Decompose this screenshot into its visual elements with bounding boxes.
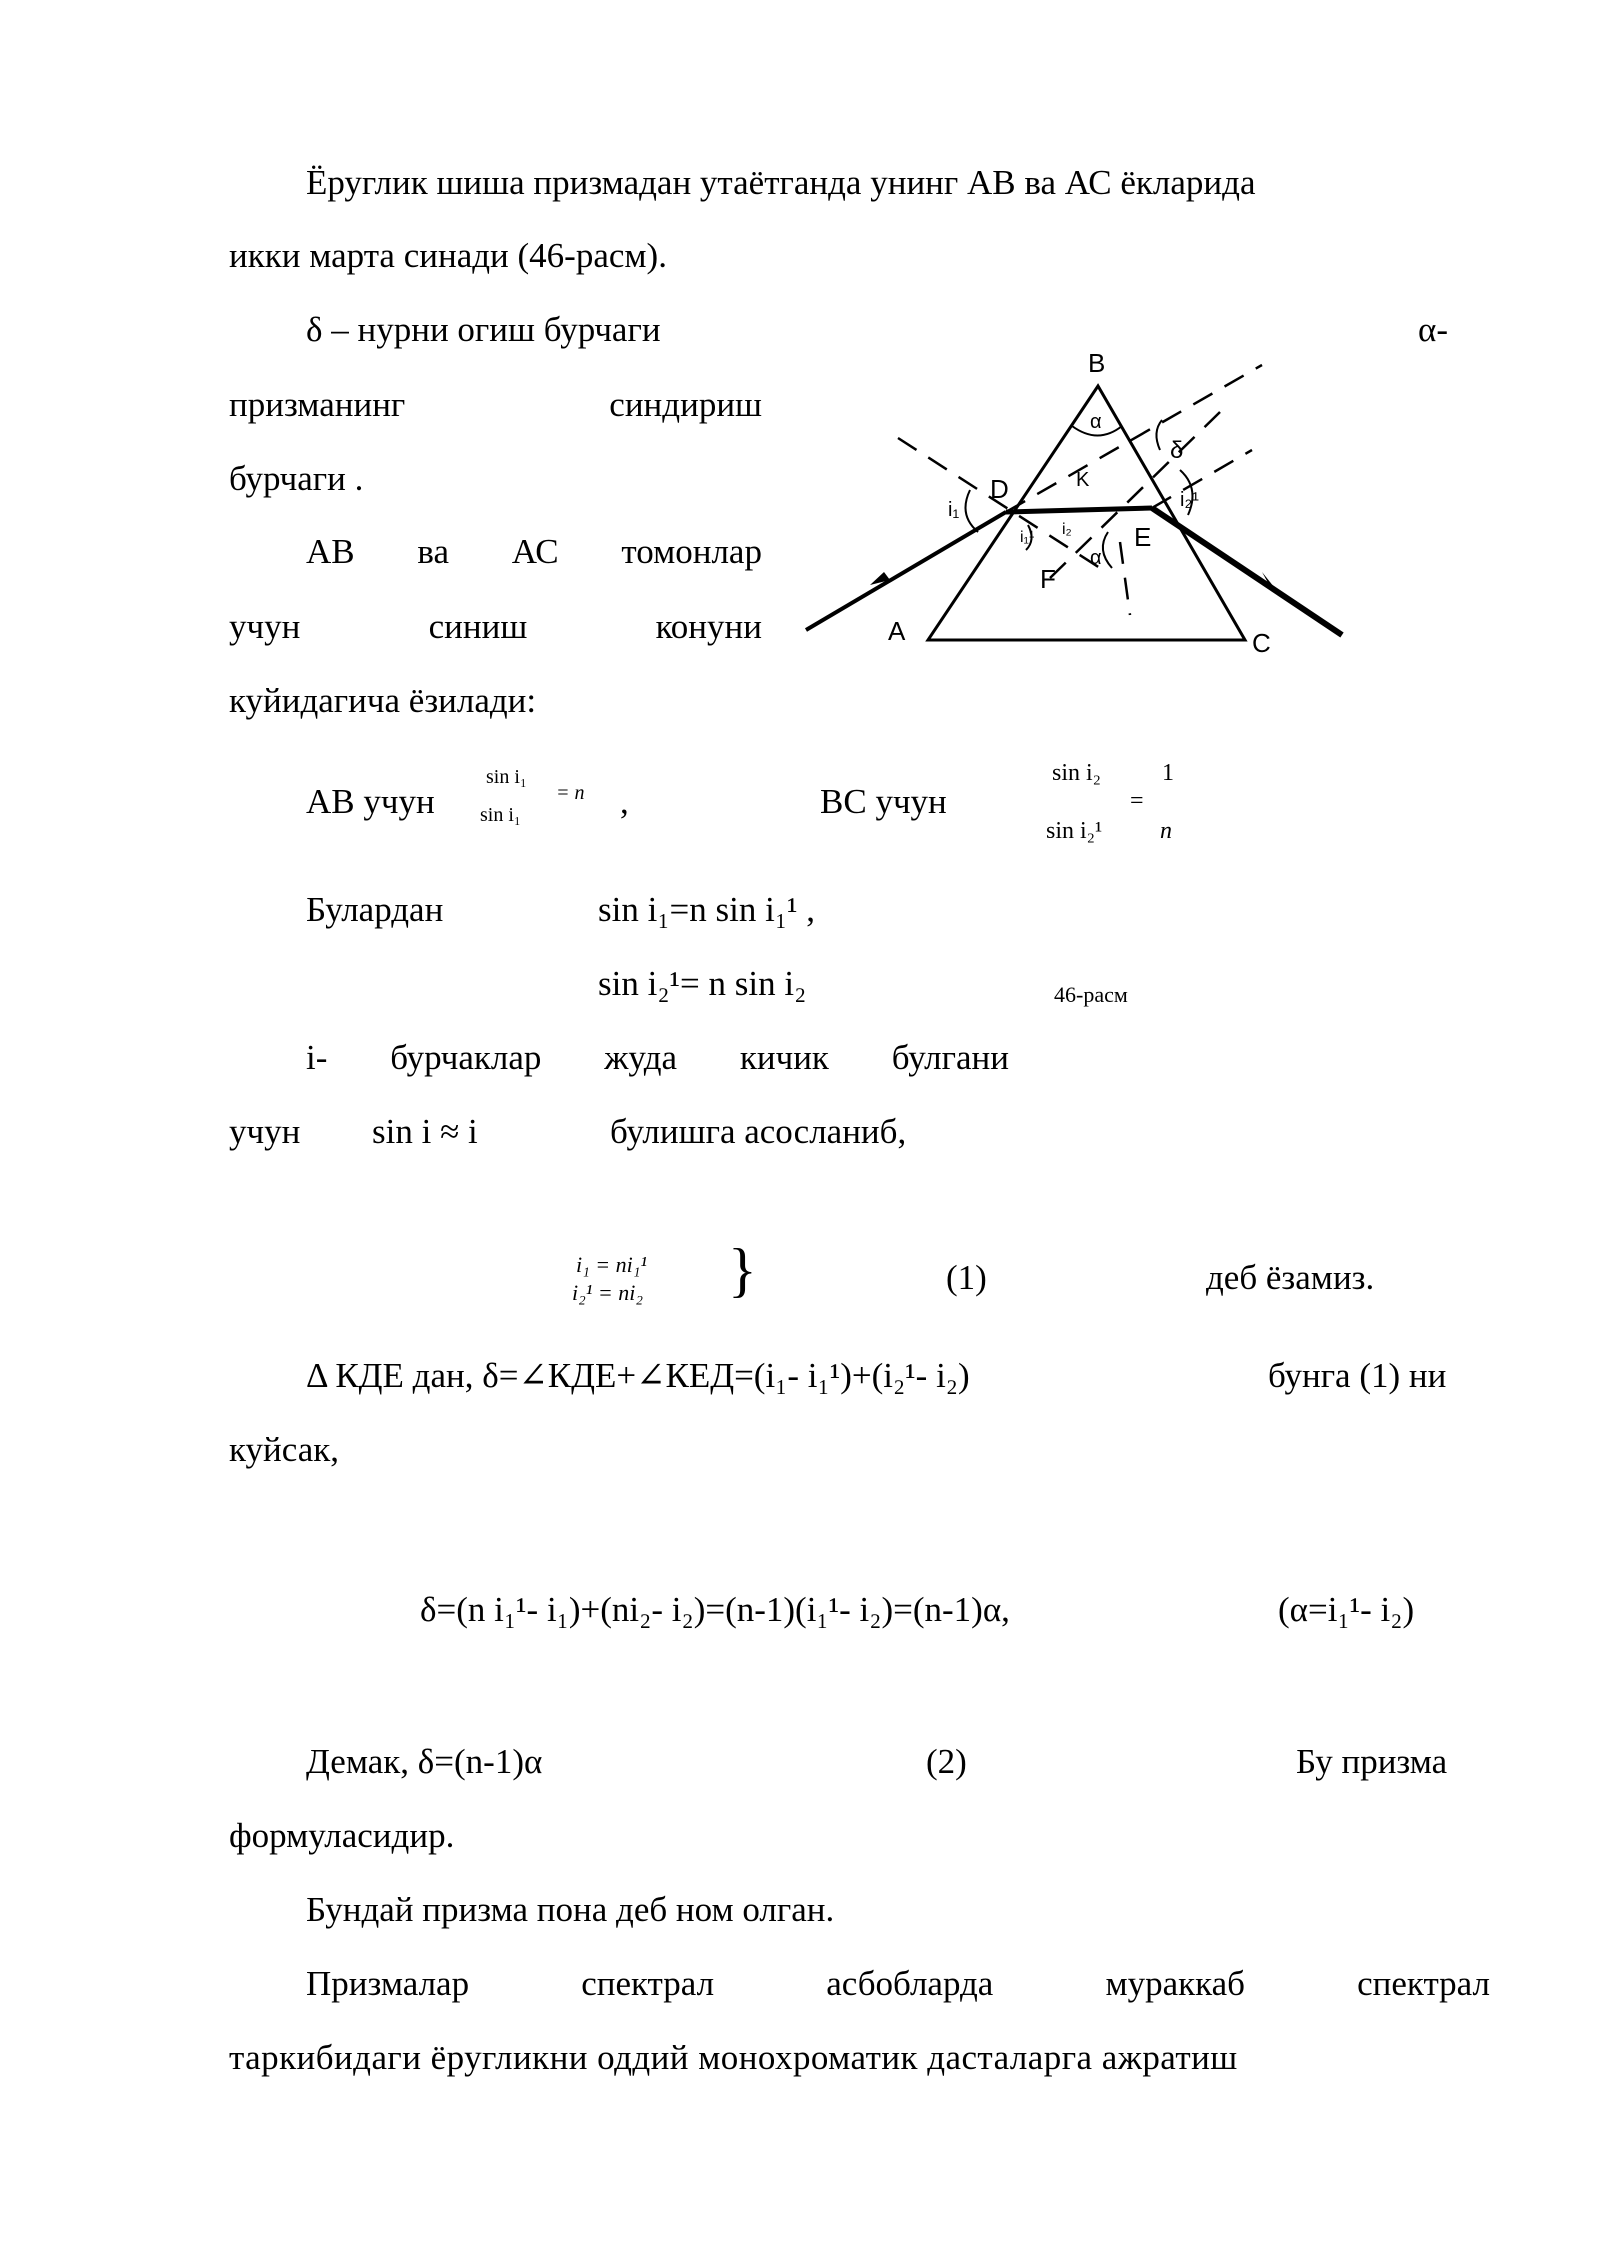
fraction-num: sin i₁ [486, 766, 527, 788]
fraction-num: sin i₂ [1052, 760, 1102, 786]
equation: sin i₁=n sin i₁¹ , [598, 890, 816, 929]
text-line-justified [306, 1964, 1490, 2004]
text-line: α- [1418, 310, 1448, 349]
word: жуда [604, 1038, 678, 1077]
word: призманинг [229, 385, 406, 424]
word: мураккаб [1105, 1964, 1245, 2003]
prism-triangle [928, 386, 1245, 640]
fraction-den: sin i₂¹ [1046, 818, 1103, 844]
text-line: куйидагича ёзилади: [229, 681, 537, 720]
word: спектрал [581, 1964, 715, 2003]
system-line: i₂¹ = ni₂ [572, 1280, 643, 1305]
angle-arc [1103, 532, 1112, 568]
label-f: F [1040, 564, 1056, 594]
label-delta: δ [1170, 437, 1184, 464]
label-alpha-top: α [1090, 411, 1102, 433]
label-i2p: i₂¹ [1180, 489, 1199, 511]
text-line: учун [229, 1112, 301, 1151]
word: Призмалар [306, 1964, 470, 2003]
text-line: Бу призма [1296, 1742, 1448, 1781]
equation-number: (1) [946, 1258, 987, 1297]
word: спектрал [1357, 1964, 1490, 2003]
normal-line [1120, 542, 1130, 615]
label-i1p: i₁¹ [1020, 529, 1035, 546]
prism-diagram [800, 310, 1360, 670]
word: бурчаклар [390, 1038, 542, 1077]
fraction-eq: = n [556, 782, 585, 804]
equation: sin i₂¹= n sin i₂ [598, 964, 807, 1003]
word: АВ [306, 532, 355, 571]
label-i2: i₂ [1062, 521, 1072, 538]
word: конуни [655, 607, 762, 646]
system-brace: } [728, 1237, 757, 1303]
text-line: δ – нурни огиш бурчаги [306, 310, 661, 349]
word: i- [306, 1038, 328, 1077]
text-line-justified [306, 532, 762, 572]
text-line: АВ учун [306, 782, 435, 821]
label-e: E [1134, 522, 1152, 552]
text-line-justified [306, 1038, 1009, 1078]
word: асбобларда [826, 1964, 994, 2003]
fraction-num: 1 [1162, 760, 1174, 786]
word: булгани [891, 1038, 1009, 1077]
text-line: формуласидир. [229, 1816, 455, 1855]
word: учун [229, 607, 301, 646]
text-line: Бундай призма пона деб ном олган. [306, 1890, 835, 1929]
label-i1: i₁ [948, 499, 960, 521]
word: томонлар [621, 532, 762, 571]
equation: sin i ≈ i [372, 1112, 478, 1151]
fraction-den: n [1160, 818, 1172, 844]
word: АС [511, 532, 559, 571]
text-line: булишга асосланиб, [610, 1112, 907, 1151]
word: синиш [428, 607, 528, 646]
figure-caption: 46-расм [1054, 982, 1128, 1007]
text-line: куйсак, [229, 1430, 339, 1469]
text-line-justified [229, 607, 762, 647]
text-line: Демак, δ=(n-1)α [306, 1742, 543, 1781]
fraction-den: sin i₁ [480, 804, 521, 826]
equation: Δ КДЕ дан, δ=∠КДЕ+∠КЕД=(i₁- i₁¹)+(i₂¹- i₂) [306, 1356, 970, 1395]
label-alpha-inner: α [1090, 547, 1102, 569]
text-line: икки марта синади (46-расм). [229, 236, 667, 275]
angle-arc [1156, 420, 1162, 450]
word: синдириш [609, 385, 762, 424]
equation: δ=(n i₁¹- i₁)+(ni₂- i₂)=(n-1)(i₁¹- i₂)=(n-1)α, [420, 1590, 1010, 1629]
label-k: K [1076, 469, 1090, 491]
equation: (α=i₁¹- i₂) [1278, 1590, 1415, 1629]
angle-arc [966, 490, 979, 532]
text-line: Булардан [306, 890, 444, 929]
label-b: B [1088, 348, 1106, 378]
text-line: Ёруглик шиша призмадан утаётганда унинг АВ ва АС ёкларида [306, 163, 1256, 202]
text-line: ВС учун [820, 782, 947, 821]
text-line: , [620, 782, 629, 821]
equation-number: (2) [926, 1742, 967, 1781]
text-line: бурчаги . [229, 459, 364, 498]
text-line: таркибидаги ёругликни оддий монохроматик дасталарга ажратиш [229, 2038, 1238, 2077]
label-d: D [990, 474, 1009, 504]
text-line: бунга (1) ни [1268, 1356, 1447, 1395]
emergent-ray [1152, 508, 1342, 635]
extension-line [1152, 450, 1252, 508]
word: кичик [739, 1038, 829, 1077]
label-a: A [888, 616, 906, 646]
fraction-eq: = [1130, 788, 1144, 814]
system-line: i₁ = ni₁¹ [576, 1252, 647, 1277]
text-line-justified [229, 385, 762, 425]
word: ва [417, 532, 449, 571]
extension-line [1006, 365, 1262, 512]
refracted-ray [1006, 508, 1152, 512]
label-c: C [1252, 628, 1271, 658]
text-line: деб ёзамиз. [1206, 1258, 1375, 1297]
